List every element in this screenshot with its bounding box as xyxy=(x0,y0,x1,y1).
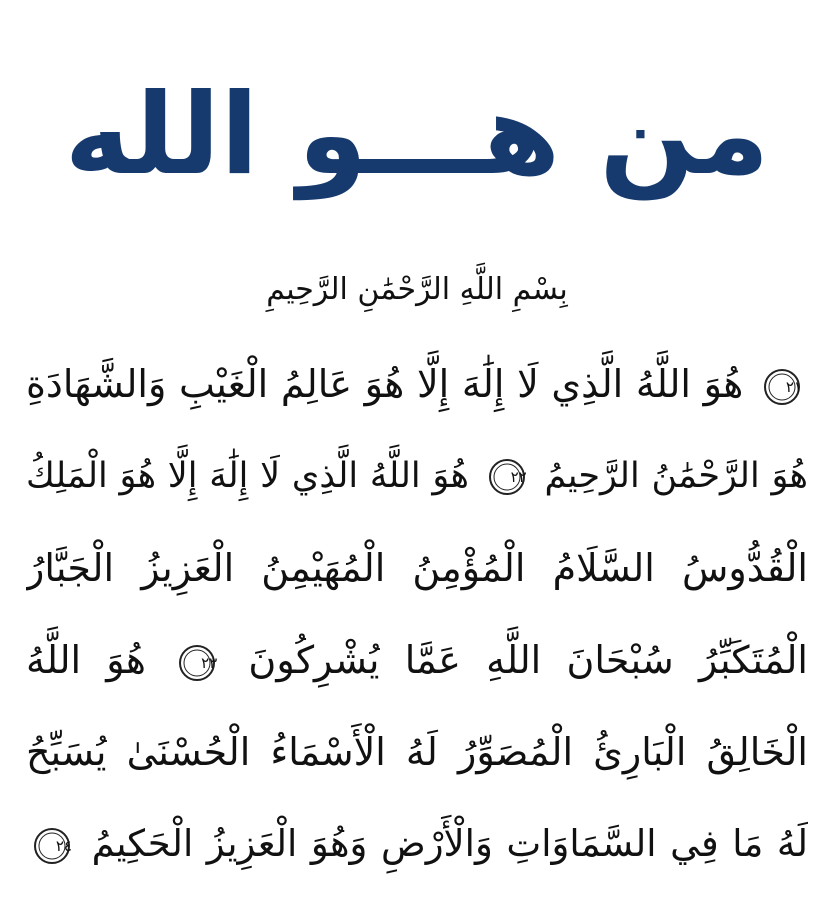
page-title: من هـــو الله xyxy=(64,70,770,200)
ayah-number: ٢٣ xyxy=(201,653,218,672)
verse-text: الْقُدُّوسُ السَّلَامُ الْمُؤْمِنُ الْمُهَيْمِنُ الْعَزِيزُ الْجَبَّارُ xyxy=(26,546,808,590)
verse-line xyxy=(26,712,808,804)
ayah-number-marker xyxy=(177,643,217,683)
verse-text: هُوَ اللَّهُ الَّذِي لَا إِلَٰهَ إِلَّا هُوَ عَالِمُ الْغَيْبِ وَالشَّهَادَةِ xyxy=(26,362,744,406)
verse-line xyxy=(26,344,808,436)
ayah-number-marker xyxy=(762,367,802,407)
ayah-number-marker xyxy=(487,457,527,497)
ayah-number-marker xyxy=(32,826,72,866)
verse-text: الْخَالِقُ الْبَارِئُ الْمُصَوِّرُ لَهُ الْأَسْمَاءُ الْحُسْنَىٰ يُسَبِّحُ xyxy=(26,730,808,774)
verse-text: لَهُ مَا فِي السَّمَاوَاتِ وَالْأَرْضِ وَهُوَ الْعَزِيزُ الْحَكِيمُ xyxy=(91,822,808,865)
verse-line xyxy=(26,436,808,528)
verse-line xyxy=(26,620,808,712)
basmala: بِسْمِ اللَّهِ الرَّحْمَٰنِ الرَّحِيمِ xyxy=(266,272,568,307)
ayah-number: ٢٤ xyxy=(55,836,72,855)
verse-line xyxy=(26,804,808,896)
verse-text: هُوَ اللَّهُ الَّذِي لَا إِلَٰهَ إِلَّا هُوَ الْمَلِكُ xyxy=(26,456,469,496)
verse-text: هُوَ الرَّحْمَٰنُ الرَّحِيمُ xyxy=(544,456,808,496)
ayah-number: ٢١ xyxy=(785,377,802,396)
verse-text: الْمُتَكَبِّرُ سُبْحَانَ اللَّهِ عَمَّا يُشْرِكُونَ xyxy=(248,638,808,682)
verse-text: هُوَ اللَّهُ xyxy=(26,638,146,682)
verse-line xyxy=(26,528,808,620)
verses-block xyxy=(26,344,808,896)
ayah-number: ٢٢ xyxy=(510,468,527,486)
